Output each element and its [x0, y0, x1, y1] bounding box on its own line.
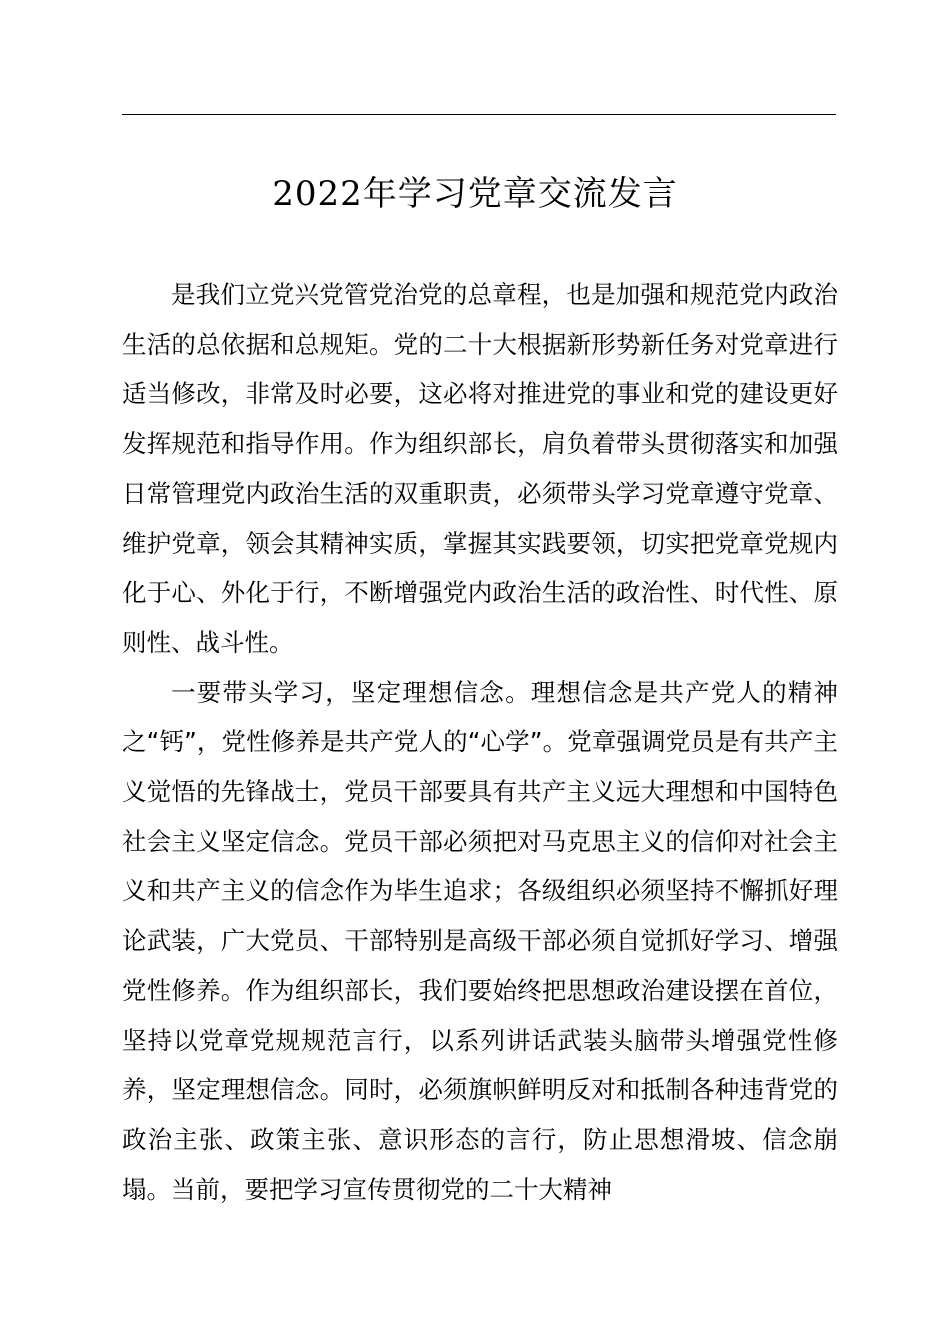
document-title: 2022年学习党章交流发言	[272, 174, 678, 214]
paragraph-intro: 是我们立党兴党管党治党的总章程，也是加强和规范党内政治生活的总依据和总规矩。党的二十大根据新形势新任务对党章进行适当修改，非常及时必要，这必将对推进党的事业和党的建设更好发挥规范和指导作用。作为组织部长，肩负着带头贯彻落实和加强日常管理党内政治生活的双重职责，必须带头学习党章遵守党章、维护党章，领会其精神实质，掌握其实践要领，切实把党章党规内化于心、外化于行，不断增强党内政治生活的政治性、时代性、原则性、战斗性。	[122, 280, 838, 657]
document-body	[122, 270, 838, 1214]
paragraph-point-one: 一要带头学习，坚定理想信念。理想信念是共产党人的精神之“钙”，党性修养是共产党人的“心学”。党章强调党员是有共产主义觉悟的先锋战士，党员干部要具有共产主义远大理想和中国特色社会主义坚定信念。党员干部必须把对马克思主义的信仰对社会主义和共产主义的信念作为毕生追求；各级组织必须坚持不懈抓好理论武装，广大党员、干部特别是高级干部必须自觉抓好学习、增强党性修养。作为组织部长，我们要始终把思想政治建设摆在首位，坚持以党章党规规范言行，以系列讲话武装头脑带头增强党性修养，坚定理想信念。同时，必须旗帜鲜明反对和抵制各种违背党的政治主张、政策主张、意识形态的言行，防止思想滑坡、信念崩塌。当前，要把学习宣传贯彻党的二十大精神	[122, 677, 838, 1204]
header-rule	[122, 114, 836, 115]
